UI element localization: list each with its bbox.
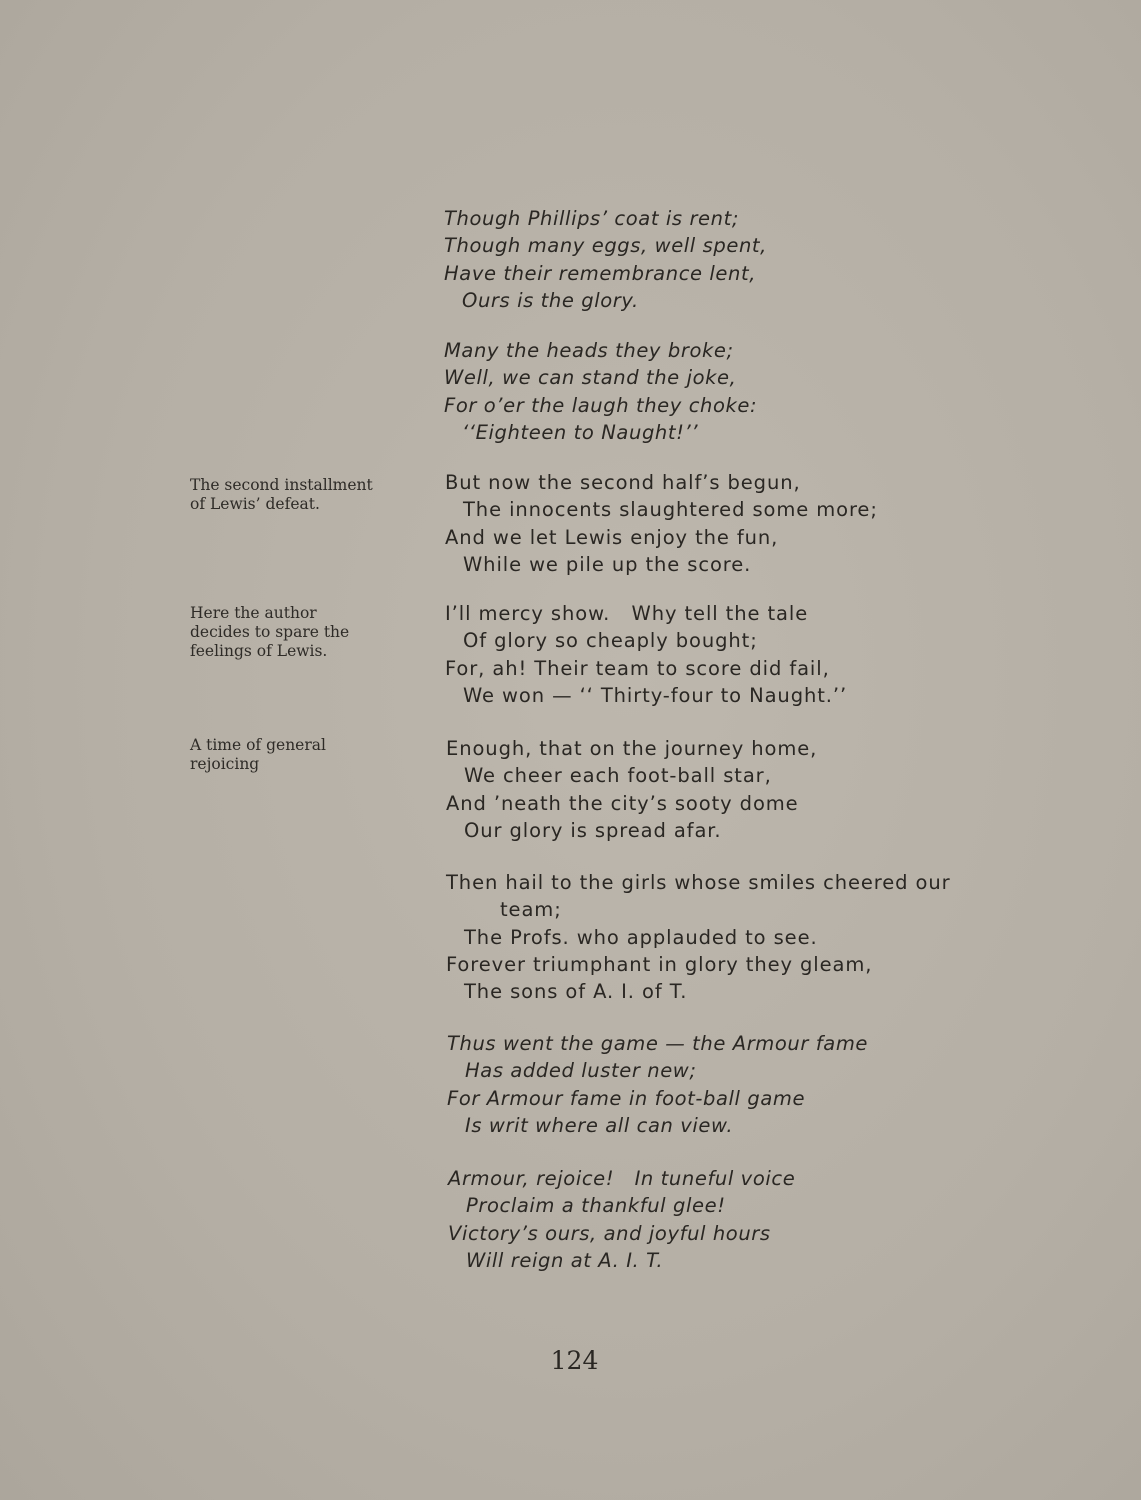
poem-line: The Profs. who applauded to see. bbox=[464, 925, 818, 949]
poem-line: Proclaim a thankful glee! bbox=[466, 1194, 726, 1218]
poem-line: The innocents slaughtered some more; bbox=[463, 498, 878, 522]
poem-line: Enough, that on the journey home, bbox=[446, 737, 818, 760]
poem-line: Have their remembrance lent, bbox=[444, 261, 757, 285]
side-note-second-installment: The second installment of Lewis’ defeat. bbox=[190, 476, 373, 513]
poem-line: For o’er the laugh they choke: bbox=[444, 393, 758, 417]
poem-stanza bbox=[447, 1030, 1007, 1139]
poem-line: Though many eggs, well spent, bbox=[444, 234, 767, 258]
poem-line: Ours is the glory. bbox=[462, 288, 639, 312]
poem-line: But now the second half’s begun, bbox=[445, 471, 801, 494]
poem-line: Of glory so cheaply bought; bbox=[463, 629, 758, 653]
poem-stanza bbox=[444, 337, 1004, 446]
poem-line: Will reign at A. I. T. bbox=[466, 1248, 664, 1272]
poem-line: Our glory is spread afar. bbox=[464, 818, 722, 842]
poem-line: I’ll mercy show. Why tell the tale bbox=[445, 602, 809, 625]
poem-stanza bbox=[444, 205, 1004, 314]
poem-line: Then hail to the girls whose smiles cheered our bbox=[446, 871, 951, 894]
poem-line: team; bbox=[500, 898, 562, 922]
poem-line: And ’neath the city’s sooty dome bbox=[446, 791, 799, 815]
side-note-spare-feelings: Here the author decides to spare the feelings of Lewis. bbox=[190, 604, 350, 660]
poem-line: Though Phillips’ coat is rent; bbox=[444, 207, 740, 230]
poem-line: Is writ where all can view. bbox=[465, 1113, 734, 1137]
side-note-general-rejoicing: A time of general rejoicing bbox=[190, 736, 326, 773]
poem-stanza bbox=[446, 735, 1006, 844]
poem-line: ‘‘Eighteen to Naught!’’ bbox=[462, 420, 699, 444]
poem-line: And we let Lewis enjoy the fun, bbox=[445, 525, 779, 549]
poem-line: We won — ‘‘ Thirty-four to Naught.’’ bbox=[463, 683, 848, 707]
poem-line: Well, we can stand the joke, bbox=[444, 366, 737, 390]
poem-line: For Armour fame in foot-ball game bbox=[447, 1086, 806, 1110]
poem-stanza bbox=[446, 869, 1006, 1005]
poem-line: Armour, rejoice! In tuneful voice bbox=[448, 1167, 796, 1190]
poem-line: Many the heads they broke; bbox=[444, 339, 734, 362]
poem-line: The sons of A. I. of T. bbox=[464, 980, 688, 1004]
poem-line: While we pile up the score. bbox=[463, 552, 752, 576]
poem-line: For, ah! Their team to score did fail, bbox=[445, 656, 830, 680]
poem-stanza bbox=[448, 1165, 1008, 1274]
poem-line: We cheer each foot-ball star, bbox=[464, 764, 772, 788]
page-number: 124 bbox=[550, 1346, 599, 1375]
poem-line: Has added luster new; bbox=[465, 1059, 697, 1083]
poem-line: Victory’s ours, and joyful hours bbox=[448, 1221, 771, 1245]
poem-line: Forever triumphant in glory they gleam, bbox=[446, 952, 873, 976]
poem-stanza bbox=[445, 600, 1005, 709]
poem-line: Thus went the game — the Armour fame bbox=[447, 1032, 869, 1055]
poem-stanza bbox=[445, 469, 1005, 578]
